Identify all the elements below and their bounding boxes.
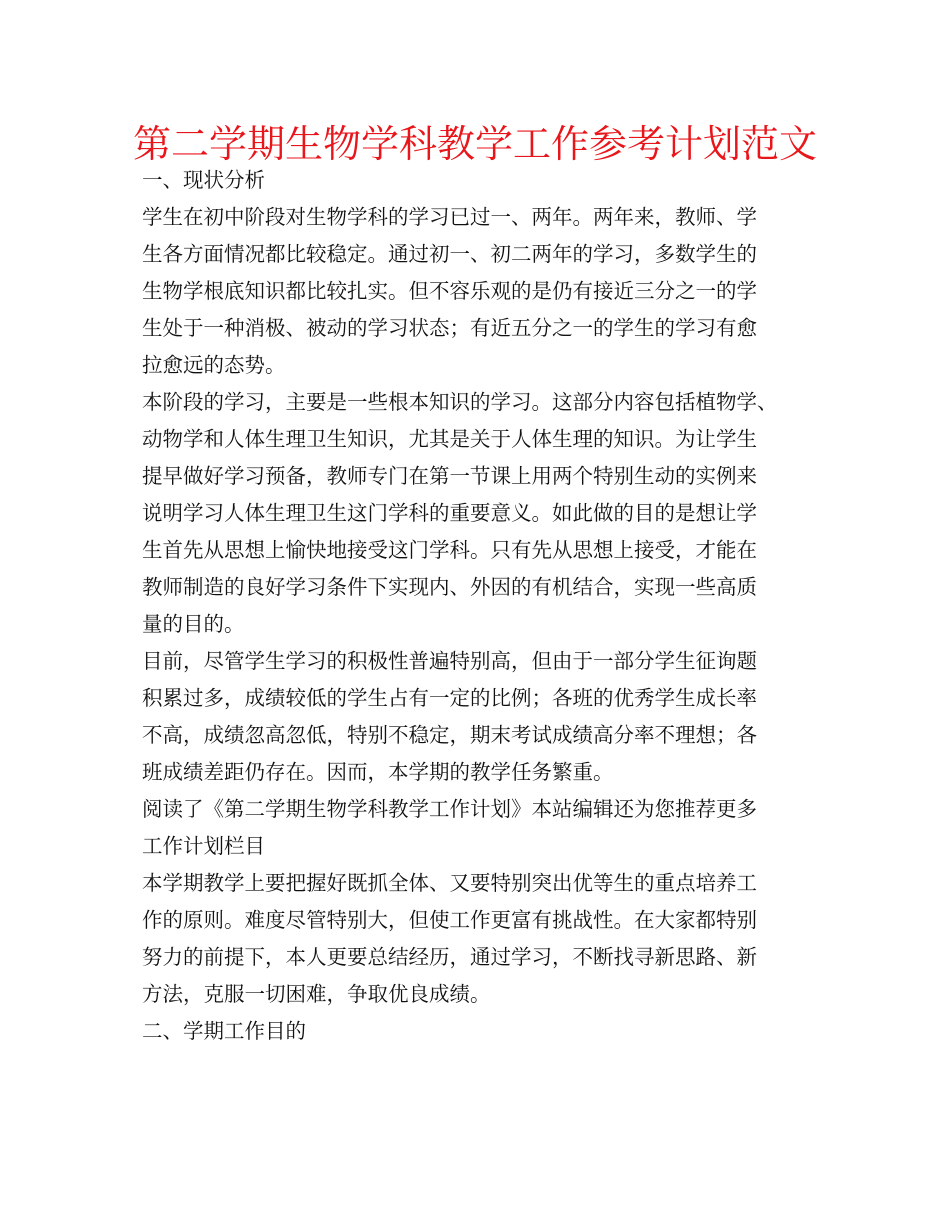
text-line: 班成绩差距仍存在。因而，本学期的教学任务繁重。 (142, 760, 614, 784)
section-heading: 二、学期工作目的 (142, 1019, 306, 1043)
text-line: 工作计划栏目 (142, 834, 265, 858)
text-line: 目前，尽管学生学习的积极性普遍特别高，但由于一部分学生征询题 (142, 649, 757, 673)
text-line: 拉愈远的态势。 (142, 353, 286, 377)
text-line: 教师制造的良好学习条件下实现内、外因的有机结合，实现一些高质 (142, 575, 757, 599)
text-line: 作的原则。难度尽管特别大，但使工作更富有挑战性。在大家都特别 (142, 908, 757, 932)
text-line: 生物学根底知识都比较扎实。但不容乐观的是仍有接近三分之一的学 (142, 279, 757, 303)
text-line: 阅读了《第二学期生物学科教学工作计划》本站编辑还为您推荐更多 (142, 797, 757, 821)
document-body (142, 162, 822, 1050)
text-line: 努力的前提下，本人更要总结经历，通过学习，不断找寻新思路、新 (142, 945, 757, 969)
text-line: 生首先从思想上愉快地接受这门学科。只有先从思想上接受，才能在 (142, 538, 757, 562)
text-line: 本阶段的学习，主要是一些根本知识的学习。这部分内容包括植物学、 (142, 390, 778, 414)
text-line: 提早做好学习预备，教师专门在第一节课上用两个特别生动的实例来 (142, 464, 757, 488)
text-line: 量的目的。 (142, 612, 245, 636)
text-line: 说明学习人体生理卫生这门学科的重要意义。如此做的目的是想让学 (142, 501, 757, 525)
text-line: 动物学和人体生理卫生知识，尤其是关于人体生理的知识。为让学生 (142, 427, 757, 451)
text-line: 生各方面情况都比较稳定。通过初一、初二两年的学习，多数学生的 (142, 242, 757, 266)
text-line: 方法，克服一切困难，争取优良成绩。 (142, 982, 491, 1006)
section-heading: 一、现状分析 (142, 168, 265, 192)
text-line: 生处于一种消极、被动的学习状态；有近五分之一的学生的学习有愈 (142, 316, 757, 340)
text-line: 不高，成绩忽高忽低，特别不稳定，期末考试成绩高分率不理想；各 (142, 723, 757, 747)
text-line: 学生在初中阶段对生物学科的学习已过一、两年。两年来，教师、学 (142, 205, 757, 229)
text-line: 积累过多，成绩较低的学生占有一定的比例；各班的优秀学生成长率 (142, 686, 757, 710)
document-title: 第二学期生物学科教学工作参考计划范文 (132, 122, 817, 166)
text-line: 本学期教学上要把握好既抓全体、又要特别突出优等生的重点培养工 (142, 871, 757, 895)
